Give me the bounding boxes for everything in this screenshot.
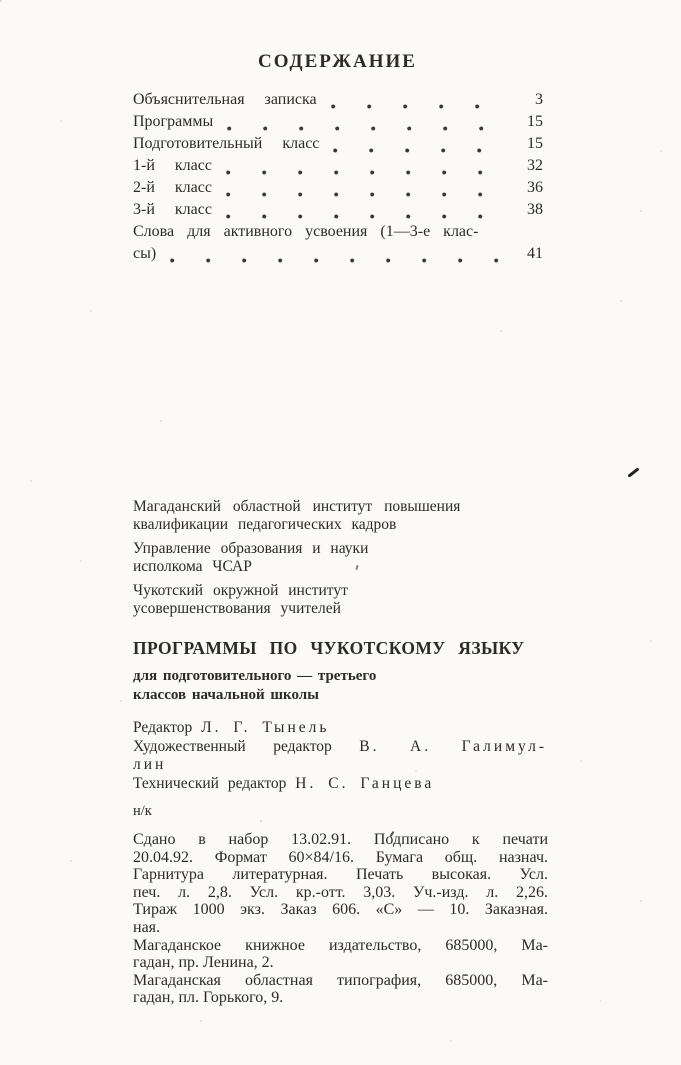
institution-line: Управление образования и науки xyxy=(133,540,369,558)
publisher-line: гадан, пл. Горького, 9. xyxy=(133,989,284,1007)
toc-entry-label: сы) xyxy=(133,245,157,262)
editor-name: Л. Г. Тынель xyxy=(201,719,330,736)
editor-role: Художественный редактор xyxy=(133,737,332,755)
publisher-line: гадан, пр. Ленина, 2. xyxy=(133,954,274,972)
institution-line: Магаданский областной институт повышения xyxy=(133,498,461,515)
editor-name: Н. С. Ганцева xyxy=(295,774,435,792)
book-subtitle-line: классов начальной школы xyxy=(133,686,319,703)
institution xyxy=(133,540,553,575)
colophon-block xyxy=(133,831,548,1007)
toc-entry-label-wrapped: Слова для активного усвоения (1—3-е клас- xyxy=(133,223,479,240)
leader-dots xyxy=(331,104,509,109)
editor-name-carryover: лин xyxy=(133,756,167,774)
book-title: ПРОГРАММЫ ПО ЧУКОТСКОМУ ЯЗЫКУ xyxy=(133,638,525,658)
toc-entry-label: Подготовительный класс xyxy=(133,135,320,152)
toc-entry-label: Объяснительная записка xyxy=(133,91,317,108)
leader-dots xyxy=(227,126,509,131)
toc-row xyxy=(133,201,543,223)
toc-row xyxy=(133,157,543,179)
editors-block xyxy=(133,719,547,793)
toc-row xyxy=(133,113,543,135)
leader-dots xyxy=(170,258,509,263)
colophon-line: Сдано в набор 13.02.91. Подписано к печати xyxy=(133,831,548,848)
print-mark: н/к xyxy=(133,803,152,819)
issuing-institutions xyxy=(133,498,553,625)
toc-page-number: 32 xyxy=(527,157,543,174)
institution-line: исполкома ЧСАР xyxy=(133,557,252,575)
institution xyxy=(133,498,553,533)
publisher-line: Магаданское книжное издательство, 685000, Ма- xyxy=(133,936,548,954)
colophon-line: 20.04.92. Формат 60×84/16. Бумага общ. назнач. xyxy=(133,848,548,866)
editor-role: Технический редактор xyxy=(133,774,287,792)
colophon-line: ная. xyxy=(133,918,161,936)
toc-page-number: 36 xyxy=(527,179,543,196)
colophon-line: Гарнитура литературная. Печать высокая. Усл. xyxy=(133,866,548,884)
institution-line: усовершенствования учителей xyxy=(133,599,341,617)
toc-entry-label: 3-й класс xyxy=(133,201,212,218)
leader-dots xyxy=(226,214,509,219)
institution-line: квалификации педагогических кадров xyxy=(133,515,397,533)
toc-page-number: 38 xyxy=(527,201,543,218)
editor-name: В. А. Галимул- xyxy=(359,737,547,755)
editor-line xyxy=(133,775,547,794)
toc-page-number: 15 xyxy=(527,135,543,152)
publisher-line: Магаданская областная типография, 685000, Ма- xyxy=(133,971,548,989)
toc-page-number: 15 xyxy=(527,113,543,130)
toc-row xyxy=(133,245,543,267)
institution-line: Чукотский окружной институт xyxy=(133,582,348,600)
toc-entry-label: 2-й класс xyxy=(133,179,212,196)
editor-line xyxy=(133,719,547,738)
toc-row xyxy=(133,135,543,157)
book-subtitle-line: для подготовительного — третьего xyxy=(133,668,377,684)
toc-entry-label: Программы xyxy=(133,113,214,130)
toc-entry-label: 1-й класс xyxy=(133,157,212,174)
institution xyxy=(133,582,553,617)
toc-row xyxy=(133,179,543,201)
scan-mark xyxy=(627,467,639,477)
toc-row xyxy=(133,91,543,113)
leader-dots xyxy=(226,192,509,197)
leader-dots xyxy=(226,170,509,175)
colophon-line: Тираж 1000 экз. Заказ 606. «С» — 10. Заказная. xyxy=(133,901,548,919)
book-subtitle xyxy=(133,667,473,704)
page-title: СОДЕРЖАНИЕ xyxy=(258,51,417,72)
editor-role: Редактор xyxy=(133,719,193,736)
colophon-line: печ. л. 2,8. Усл. кр.-отт. 3,03. Уч.-изд. л. 2,26. xyxy=(133,883,548,901)
editor-line xyxy=(133,738,547,757)
toc-page-number: 41 xyxy=(527,245,543,262)
scan-speckles xyxy=(0,0,2,2)
leader-dots xyxy=(333,148,509,153)
table-of-contents xyxy=(133,91,543,267)
toc-page-number: 3 xyxy=(535,91,543,108)
